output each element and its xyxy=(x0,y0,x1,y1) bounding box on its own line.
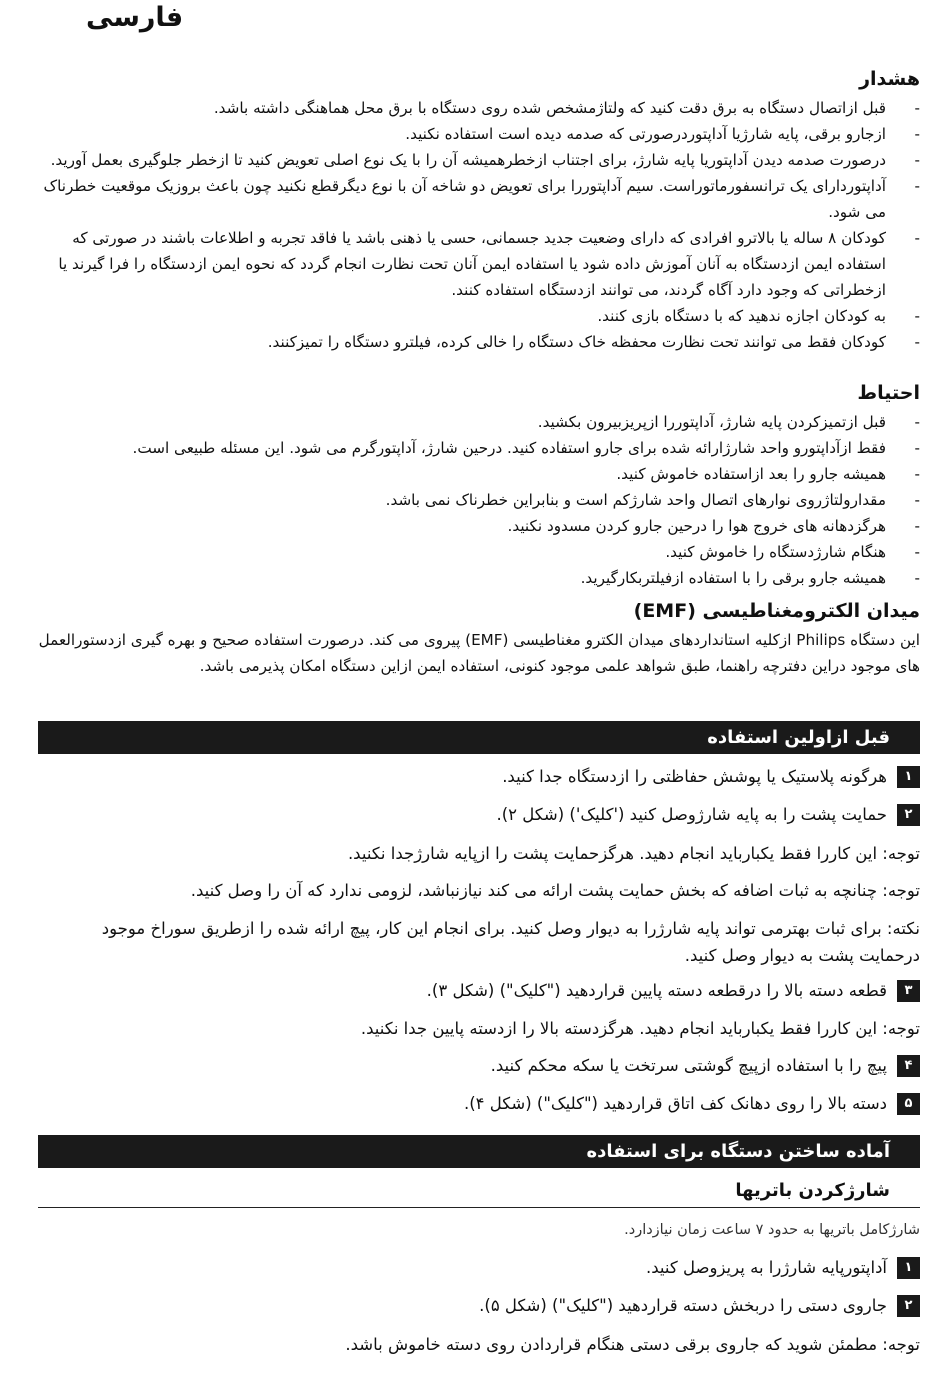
step-3 xyxy=(38,977,920,1004)
emf-section xyxy=(38,598,920,679)
step-number: ۳ xyxy=(897,980,920,1002)
warning-item: - به کودکان اجازه ندهید که با دستگاه بازی کنند. xyxy=(38,303,920,329)
step-1 xyxy=(38,763,920,790)
step-number: ۱ xyxy=(897,1257,920,1279)
note-2: توجه: چنانچه به ثبات اضافه که بخش حمایت پشت ارائه می کند نیازنباشد، لزومی ندارد که آن را وصل کنید. xyxy=(190,881,920,900)
caution-item: - همیشه جارو را بعد ازاستفاده خاموش کنید. xyxy=(38,461,920,487)
step-4 xyxy=(38,1052,920,1079)
step-text: آداپتورپایه شارژرا به پریزوصل کنید. xyxy=(646,1258,887,1277)
caution-item: - همیشه جارو برقی را با استفاده ازفیلتربکارگیرید. xyxy=(38,565,920,591)
caution-section xyxy=(38,380,920,591)
step-5 xyxy=(38,1090,920,1117)
charge-step-1 xyxy=(38,1254,920,1281)
caution-item: - مقدارولتاژروی نوارهای اتصال واحد شارژکم است و بنابراین خطرناک نمی باشد. xyxy=(38,487,920,513)
step-number: ۱ xyxy=(897,766,920,788)
step-number: ۵ xyxy=(897,1093,920,1115)
step-text: هرگونه پلاستیک یا پوشش حفاظتی را ازدستگاه جدا کنید. xyxy=(502,767,887,786)
language-title: فارسی xyxy=(86,2,184,33)
charge-step-2 xyxy=(38,1292,920,1319)
warning-item: - درصورت صدمه دیدن آداپتوریا پایه شارژ، برای اجتناب ازخطرهمیشه آن را با یک نوع اصلی تعویض کنید تا ازخطر جلوگیری بعمل آورید. xyxy=(38,147,920,173)
step-number: ۲ xyxy=(897,1295,920,1317)
note-1: توجه: این کاررا فقط یکبارباید انجام دهید. هرگزحمایت پشت را ازپایه شارژجدا نکنید. xyxy=(347,844,920,863)
step-2 xyxy=(38,801,920,828)
charging-intro: شارژکامل باتریها به حدود ۷ ساعت زمان نیازدارد. xyxy=(624,1222,920,1238)
step-text: قطعه دسته بالا را درقطعه دسته پایین قراردهید ("کلیک") (شکل ۳). xyxy=(426,981,887,1000)
warning-item: - ازجارو برقی، پایه شارژیا آداپتوردرصورتی که صدمه دیده است استفاده نکنید. xyxy=(38,121,920,147)
step-number: ۲ xyxy=(897,804,920,826)
warning-item: - قبل ازاتصال دستگاه به برق دقت کنید که ولتاژمشخص شده روی دستگاه با برق محل هماهنگی داشته باشد. xyxy=(38,95,920,121)
tip: نکته: برای ثبات بهترمی تواند پایه شارژرا به دیوار وصل کنید. برای انجام این کار، پیچ ارائه شده را ازطریق سوراخ موجود درحمایت پشت به دیوار وصل کنید. xyxy=(101,919,920,965)
step-text: دسته بالا را روی دهانک کف اتاق قراردهید ("کلیک") (شکل ۴). xyxy=(463,1094,887,1113)
charging-heading: شارژکردن باتریها xyxy=(38,1176,920,1208)
warning-heading: هشدار xyxy=(859,68,920,90)
warning-item: - کودکان فقط می توانند تحت نظارت محفظه خاک دستگاه را خالی کرده، فیلترو دستگاه را تمیزکنند. xyxy=(38,329,920,355)
caution-list xyxy=(38,409,920,591)
caution-heading: احتیاط xyxy=(857,382,920,404)
caution-item: - هرگزدهانه های خروج هوا را درحین جارو کردن مسدود نکنید. xyxy=(38,513,920,539)
warning-item: - کودکان ۸ ساله یا بالاترو افرادی که دارای وضعیت جدید جسمانی، حسی یا ذهنی باشد یا فاقد تجربه و اطلاعات باشند در صورتی که استفاده ایمن ازدستگاه به آنان آموزش داده شود یا استفاده ایمن آنان تحت نظارت انجام گردد که نحوه ایمن ازدستگاه را فرا گیرند یا ازخطراتی که وجود دارد آگاه گردند، می توانند ازدستگاه استفاده کنند. xyxy=(38,225,920,303)
preparing-heading: آماده ساختن دستگاه برای استفاده xyxy=(38,1135,920,1168)
emf-text: این دستگاه Philips ازکلیه استانداردهای میدان الکترو مغناطیسی (EMF) پیروی می کند. درصورت استفاده صحیح و بهره گیری ازدستورالعمل های موجود دراین دفترچه راهنما، طبق شواهد علمی موجود کنونی، استفاده ایمن ازاین دستگاه امکان پذیرمی باشد. xyxy=(38,631,920,675)
before-first-use-heading: قبل ازاولین استفاده xyxy=(38,721,920,754)
step-text: پیچ را با استفاده ازپیچ گوشتی سرتخت یا سکه محکم کنید. xyxy=(490,1056,887,1075)
step-text: حمایت پشت را به پایه شارژوصل کنید ('کلیک') (شکل ۲). xyxy=(496,805,887,824)
caution-item: - هنگام شارژدستگاه را خاموش کنید. xyxy=(38,539,920,565)
step-number: ۴ xyxy=(897,1055,920,1077)
step-text: جاروی دستی را دربخش دسته قراردهید ("کلیک") (شکل ۵). xyxy=(479,1296,887,1315)
note-3: توجه: این کاررا فقط یکبارباید انجام دهید. هرگزدسته بالا را ازدسته پایین جدا نکنید. xyxy=(360,1019,920,1038)
warning-item: - آداپتوردارای یک ترانسفورماتوراست. سیم آداپتوررا برای تعویض دو شاخه آن با نوع دیگرقطع نکنید چون باعث بروزیک موقعیت خطرناک می شود. xyxy=(38,173,920,225)
charge-note: توجه: مطمئن شوید که جاروی برقی دستی هنگام قراردادن روی دسته خاموش باشد. xyxy=(345,1335,920,1354)
warning-section xyxy=(38,66,920,355)
caution-item: - فقط ازآداپتورو واحد شارژارائه شده برای جارو استفاده کنید. درحین شارژ، آداپتورگرم می شود. این مسئله طبیعی است. xyxy=(38,435,920,461)
caution-item: - قبل ازتمیزکردن پایه شارژ، آداپتوررا ازپریزبیرون بکشید. xyxy=(38,409,920,435)
warning-list xyxy=(38,95,920,355)
emf-heading: میدان الکترومغناطیسی (EMF) xyxy=(633,600,920,622)
